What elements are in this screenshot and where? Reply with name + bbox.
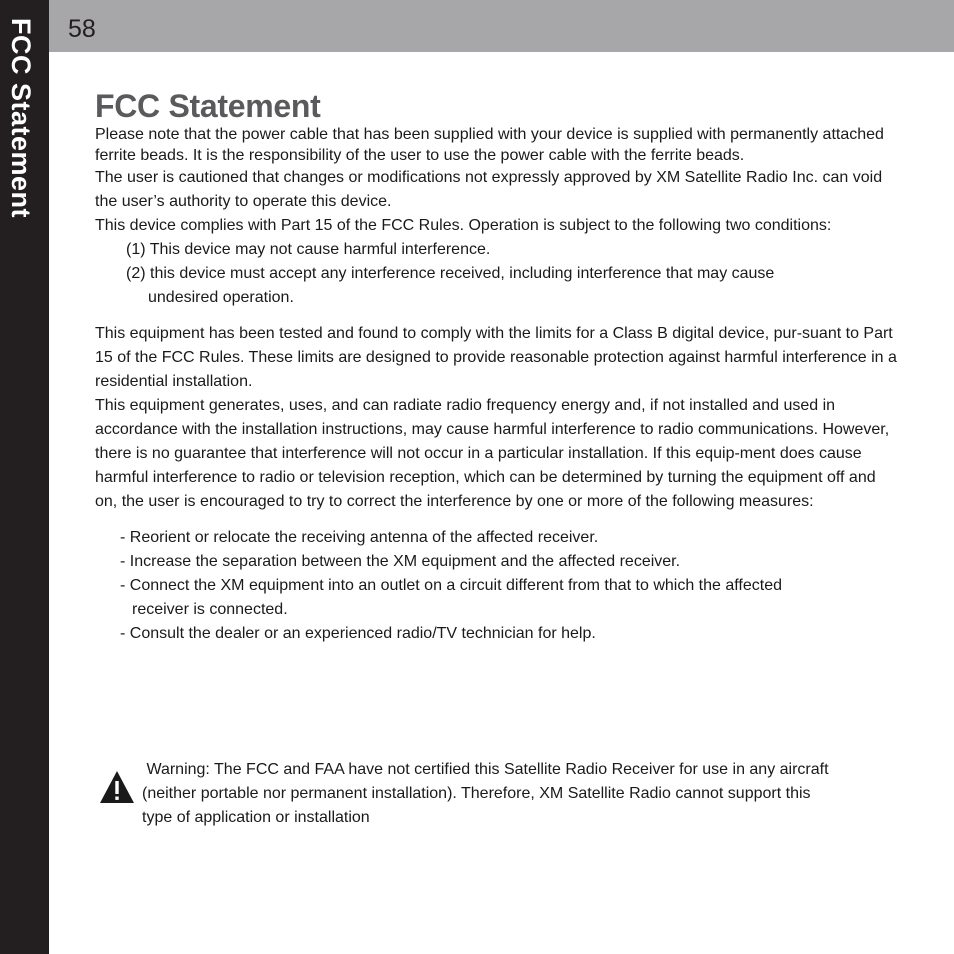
- main-content: [95, 88, 900, 646]
- measure-item: - Connect the XM equipment into an outlet on a circuit different from that to which the affected: [120, 577, 783, 594]
- paragraph-part15-compliance: This device complies with Part 15 of the FCC Rules. Operation is subject to the following two conditions:: [95, 217, 832, 234]
- warning-line: Warning: The FCC and FAA have not certified this Satellite Radio Receiver for use in any aircraft: [142, 761, 829, 778]
- condition-item-continuation: undesired operation.: [148, 289, 294, 306]
- condition-item: (1) This device may not cause harmful interference.: [126, 241, 491, 258]
- measure-item-continuation: receiver is connected.: [132, 601, 288, 618]
- warning-text: [142, 758, 895, 830]
- header-bar: [49, 0, 954, 52]
- condition-item: (2) this device must accept any interference received, including interference that may cause: [126, 265, 775, 282]
- side-tab: [0, 0, 49, 954]
- measure-item: - Increase the separation between the XM equipment and the affected receiver.: [120, 553, 681, 570]
- measure-item: - Consult the dealer or an experienced radio/TV technician for help.: [120, 625, 596, 642]
- warning-line: (neither portable nor permanent installation). Therefore, XM Satellite Radio cannot support this: [142, 785, 811, 802]
- warning-line: type of application or installation: [142, 809, 370, 826]
- measure-item: - Reorient or relocate the receiving antenna of the affected receiver.: [120, 529, 599, 546]
- warning-block: [95, 758, 895, 830]
- warning-icon: [99, 770, 135, 804]
- paragraph-class-b-limits: This equipment has been tested and found to comply with the limits for a Class B digital device, pur-suant to Part 15 of the FCC Rules. These limits are designed to provide reasonable protection against harmful interference in a residential installation.: [95, 325, 897, 390]
- page-title: FCC Statement: [95, 88, 321, 124]
- measures-list: [95, 526, 900, 646]
- paragraph-modifications: The user is cautioned that changes or modifications not expressly approved by XM Satellite Radio Inc. can void the user’s authority to operate this device.: [95, 169, 883, 210]
- side-tab-label: FCC Statement: [6, 18, 36, 219]
- page-number: 58: [68, 15, 96, 43]
- paragraph-interference: This equipment generates, uses, and can radiate radio frequency energy and, if not installed and used in accordance with the installation instructions, may cause harmful interference to radio communications. However, there is no guarantee that interference will not occur in a particular installation. If this equip-ment does cause harmful interference to radio or television reception, which can be determined by turning the equipment off and on, the user is encouraged to try to correct the interference by one or more of the following measures:: [95, 397, 890, 510]
- paragraph-ferrite-beads: Please note that the power cable that has been supplied with your device is supplied with permanently attached ferrite beads. It is the responsibility of the user to use the power cable with the ferrite beads.: [95, 126, 884, 164]
